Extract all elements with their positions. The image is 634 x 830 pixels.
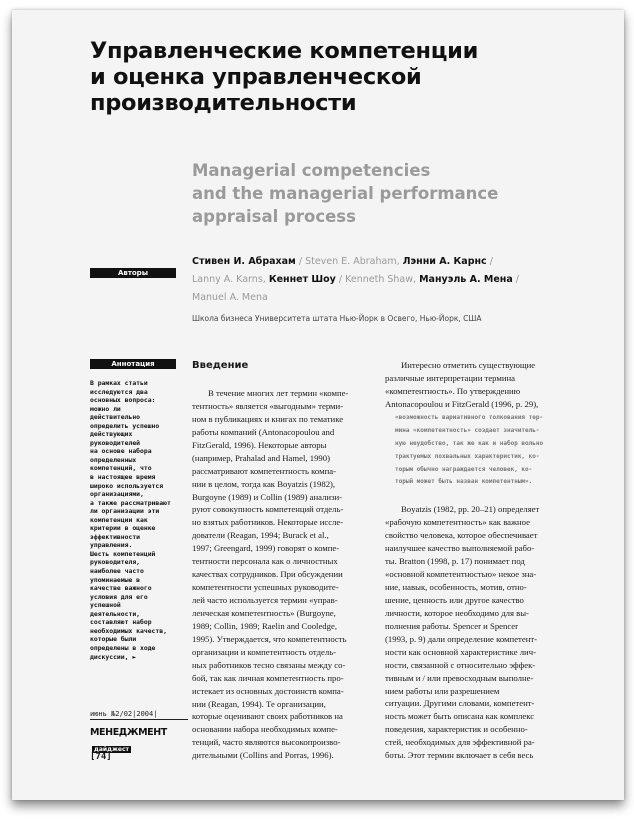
page-title-en bbox=[192, 159, 532, 228]
abstract-line: основных вопроса: bbox=[90, 396, 156, 405]
authors-label: Авторы bbox=[90, 268, 176, 278]
text-line: ты. Bratton (1998, p. 17) понимает под bbox=[385, 556, 525, 567]
text-line: бой, так как личная компетентность про- bbox=[192, 672, 344, 683]
abstract-line: условия для его bbox=[90, 592, 148, 601]
abstract-line: Шесть компетенций bbox=[90, 549, 156, 558]
quote-line: «возможность вариативного толкования тер- bbox=[395, 413, 544, 421]
abstract-line: компетенции как bbox=[90, 515, 148, 524]
body-column-2 bbox=[385, 359, 563, 762]
abstract-line: ли организации эти bbox=[90, 507, 160, 516]
author-name-en: Steven E. Abraham bbox=[305, 256, 397, 267]
abstract-line: определены в ходе bbox=[90, 643, 156, 652]
text-line: но взятых работников. Некоторые иссле- bbox=[192, 517, 344, 528]
author-name-en: Kenneth Shaw bbox=[345, 274, 414, 285]
text-line: (1993, p. 9) дали определение компетент- bbox=[385, 633, 538, 644]
author-name-en: Manuel A. Mena bbox=[192, 292, 268, 303]
issue-info: июнь №2/02|2004| bbox=[90, 710, 188, 720]
separator: / bbox=[486, 256, 493, 267]
quote-line: ную неудобство, так же как и набор вольно bbox=[395, 439, 544, 447]
title-line: и оценка управленческой bbox=[90, 64, 422, 90]
abstract-line: исследуются два bbox=[90, 387, 148, 396]
abstract-line: составляют набор bbox=[90, 618, 152, 627]
abstract-line: управления. bbox=[90, 541, 133, 550]
text-line: В течение многих лет термин «компе- bbox=[208, 388, 349, 398]
author-name-ru: Лэнни А. Карнс bbox=[402, 256, 487, 267]
abstract-line: упоминаемые в bbox=[90, 575, 141, 584]
text-line: Antonacopoulou и FitzGerald (1996, р. 29), bbox=[385, 398, 539, 409]
text-line: стей, необходимых для эффективной ра- bbox=[385, 737, 535, 748]
text-line: ность может быть описана как комплекс bbox=[385, 711, 535, 722]
text-line: нии в целом, тогда как Boyatzis (1982), bbox=[192, 478, 336, 489]
journal-page bbox=[12, 10, 624, 800]
author-name-en: , bbox=[262, 274, 269, 285]
text-line: Burgoyne (1989) и Collin (1989) анализи- bbox=[192, 491, 343, 502]
author-name-en: , bbox=[396, 256, 403, 267]
section-heading: Введение bbox=[192, 360, 249, 371]
text-line: тентность» является «выгодным» терми- bbox=[192, 400, 344, 411]
text-line: Boyatzis (1982, pp. 20–21) определяет bbox=[401, 504, 540, 515]
text-line: «основной компетентностью» некое зна- bbox=[385, 569, 537, 580]
text-line: лей часто используется термин «управ- bbox=[192, 595, 338, 605]
abstract-line: эффективности bbox=[90, 532, 141, 541]
text-line: компетентности успешных руководите- bbox=[192, 582, 339, 593]
abstract-line: В рамках статьи bbox=[90, 379, 148, 387]
title-line: производительности bbox=[90, 90, 357, 116]
abstract-line: дискуссии, ► bbox=[90, 652, 137, 661]
subtitle-line: Managerial competencies bbox=[192, 161, 431, 180]
abstract-text bbox=[90, 379, 180, 661]
text-line: ности как основной характеристике лич- bbox=[385, 646, 536, 657]
text-line: различные интерпретации термина bbox=[385, 372, 516, 383]
subtitle-line: and the managerial performance bbox=[192, 184, 499, 203]
quote-line: торый может быть назван компетентным». bbox=[395, 478, 533, 486]
abstract-line: можно ли bbox=[90, 404, 121, 413]
subtitle-line: appraisal process bbox=[192, 207, 356, 226]
text-line: ние, навык, особенность, мотив, отно- bbox=[385, 582, 527, 592]
abstract-line: определенных bbox=[90, 455, 137, 464]
magazine-logo bbox=[90, 722, 188, 753]
abstract-line: в настоящее время bbox=[90, 473, 156, 482]
author-name-en: , bbox=[413, 274, 420, 285]
affiliation: Школа бизнеса Университета штата Нью-Йорк в Освего, Нью-Йорк, США bbox=[192, 314, 482, 323]
text-line: (например, Prahalad and Hamel, 1990) bbox=[192, 452, 331, 463]
author-name-ru: Кеннет Шоу bbox=[268, 274, 336, 285]
text-line: 1989; Collin, 1989; Raelin and Cooledge, bbox=[192, 620, 338, 631]
abstract-line: наиболее часто bbox=[90, 567, 144, 576]
text-line: качествах сотрудников. При обсуждении bbox=[192, 569, 343, 580]
authors-list bbox=[192, 253, 564, 307]
separator: / bbox=[335, 274, 346, 285]
separator: / bbox=[295, 256, 306, 267]
text-line: наилучшее качество выполняемой рабо- bbox=[385, 543, 535, 554]
authors-line bbox=[192, 271, 564, 289]
text-line: рассматривают компетентность компа- bbox=[192, 465, 336, 476]
abstract-line: а также рассматривают bbox=[90, 498, 171, 507]
text-line: дователи (Reagan, 1994; Burack et al., bbox=[192, 530, 329, 541]
text-line: нии (Reagan, 1994). Те организации, bbox=[192, 698, 326, 709]
text-line: личности, которое необходимо для вы- bbox=[385, 607, 529, 618]
text-line: 1997; Greengard, 1999) говорят о компе- bbox=[192, 543, 340, 554]
text-line: «компетентность». По утверждению bbox=[385, 385, 521, 396]
abstract-line: которые были bbox=[90, 635, 137, 644]
text-line: нием работы или разрешением bbox=[385, 685, 500, 696]
abstract-line: действующих bbox=[90, 430, 133, 439]
magazine-tag: дайджест bbox=[94, 746, 130, 753]
abstract-line: определить успешно bbox=[90, 421, 160, 430]
text-line: ном в публикациях и книгах по тематике bbox=[192, 413, 344, 424]
abstract-line: необходимых качеств, bbox=[90, 626, 167, 635]
quote-line: торым обычно награждается человек, ко- bbox=[395, 465, 533, 473]
blockquote bbox=[385, 412, 563, 490]
quote-line: трактуемых похвальных характеристик, ко- bbox=[395, 452, 540, 460]
text-line: поведения, характеристик и особенно- bbox=[385, 724, 528, 735]
text-line: истекает из основных достоинств компа- bbox=[192, 685, 344, 696]
authors-line bbox=[192, 289, 564, 307]
text-line: ности, связанной с относительно эффек- bbox=[385, 659, 536, 670]
text-line: руют совокупность компетенций отдель- bbox=[192, 504, 344, 515]
abstract-line: успешной bbox=[90, 601, 121, 610]
text-line: шение, ценность или другое качество bbox=[385, 594, 524, 605]
paragraph-gap bbox=[385, 489, 563, 503]
abstract-line: качестве важного bbox=[90, 584, 152, 593]
text-line: FitzGerald, 1996). Некоторые авторы bbox=[192, 439, 327, 450]
author-name-ru: Мануэль А. Мена bbox=[419, 274, 513, 285]
abstract-line: руководителей bbox=[90, 438, 141, 447]
text-line: работы компаний (Antonacopoulou and bbox=[192, 426, 335, 437]
text-line: Интересно отметить существующие bbox=[401, 360, 536, 370]
text-line: ных работников тесно связаны между со- bbox=[192, 659, 346, 670]
text-line: дительными (Collins and Porras, 1996). bbox=[192, 750, 334, 761]
text-line: «рабочую компетентность» как важное bbox=[385, 517, 530, 528]
text-line: тентности персонала как о личностных bbox=[192, 556, 338, 567]
abstract-line: критерии в оценке bbox=[90, 524, 156, 533]
text-line: которые оценивают своих работников на bbox=[192, 711, 343, 722]
abstract-line: на основе набора bbox=[90, 447, 152, 456]
text-line: полнения работы. Spencer и Spencer bbox=[385, 620, 518, 631]
title-line: Управленческие компетенции bbox=[90, 38, 479, 64]
abstract-line: компетенций, что bbox=[90, 464, 152, 473]
text-line: ленческая компетентность» (Burgoyne, bbox=[192, 607, 336, 618]
text-line: организации и компетентность отдель- bbox=[192, 646, 337, 657]
text-line: ситуации. Другими словами, компетент- bbox=[385, 698, 535, 709]
abstract-line: действительно bbox=[90, 413, 141, 422]
abstract-line: широко используется bbox=[90, 481, 164, 490]
text-line: тивным и / или превосходным выполне- bbox=[385, 672, 534, 683]
separator: / bbox=[512, 274, 519, 285]
abstract-line: организациями, bbox=[90, 490, 144, 499]
magazine-name: МЕНЕДЖМЕНТ bbox=[90, 727, 167, 738]
abstract-label: Аннотация bbox=[90, 359, 176, 369]
author-name-ru: Стивен И. Абрахам bbox=[192, 256, 296, 267]
text-line: 1995). Утверждается, что компетентность bbox=[192, 633, 347, 644]
authors-line bbox=[192, 253, 564, 271]
text-line: основании набора необходимых компе- bbox=[192, 724, 338, 735]
body-column-1 bbox=[192, 387, 370, 762]
quote-line: мина «компетентность» создает значитель- bbox=[395, 426, 540, 434]
abstract-line: руководителя, bbox=[90, 558, 141, 567]
page-number: [74] bbox=[90, 752, 112, 762]
author-name-en: Lanny A. Karns bbox=[192, 274, 263, 285]
abstract-line: деятельности, bbox=[90, 609, 141, 618]
text-line: тенций, часто являются высокопроизво- bbox=[192, 737, 341, 748]
text-line: боты. Этот термин включает в себя весь bbox=[385, 750, 534, 761]
page-title-ru bbox=[90, 38, 530, 116]
text-line: свойство человека, которое обеспечивает bbox=[385, 530, 538, 541]
